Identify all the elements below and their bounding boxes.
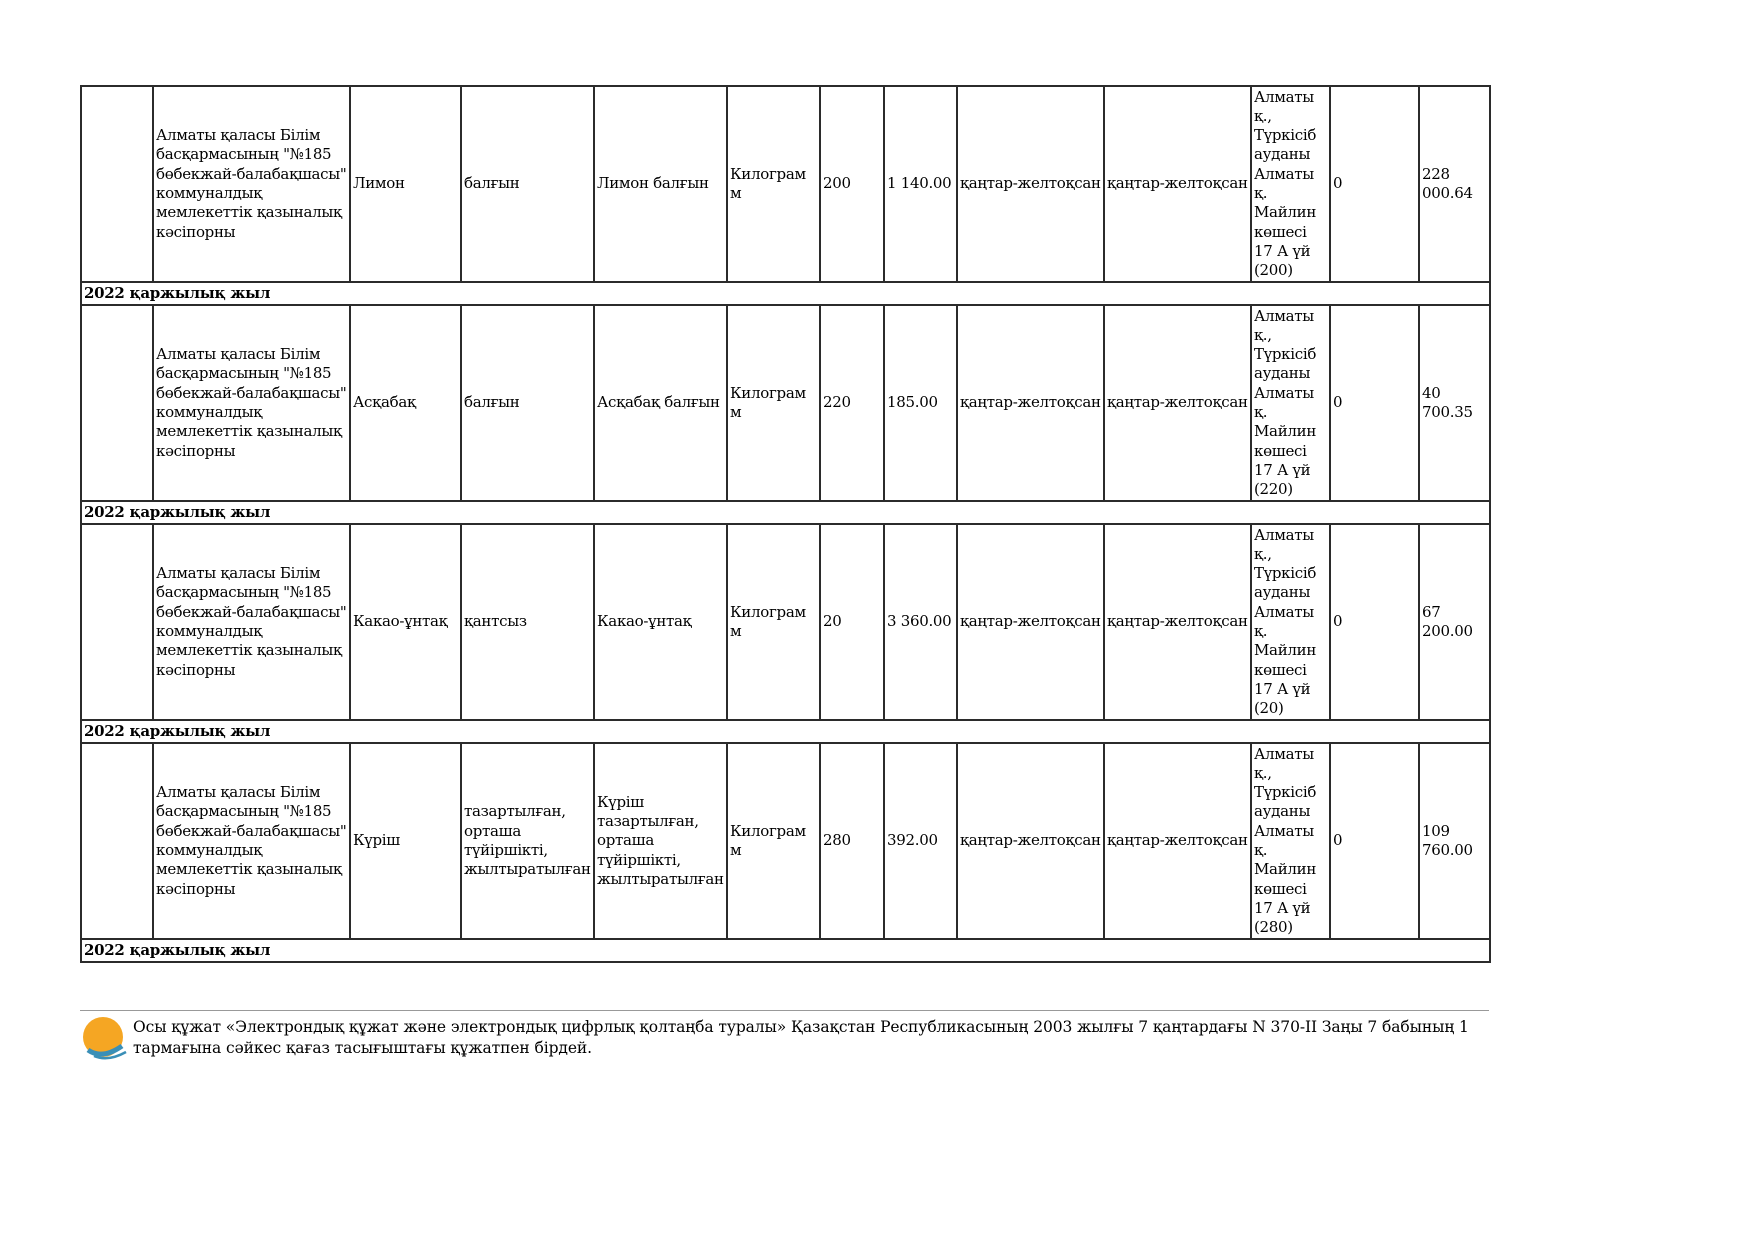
fiscal-year-row: [81, 501, 1490, 524]
fiscal-year-label: 2022 қаржылық жыл: [81, 939, 1490, 962]
table-row: [81, 86, 1490, 282]
cell-total: 228 000.64: [1419, 86, 1490, 282]
cell-period: қаңтар-желтоқсан: [957, 743, 1104, 939]
cell-delivery-period: қаңтар-желтоқсан: [1104, 305, 1251, 501]
cell-additional-characteristics: Какао-ұнтақ: [594, 524, 727, 720]
cell-characteristics: тазартылған, орташа түйіршікті, жылтыратылған: [461, 743, 594, 939]
cell-advance: 0: [1330, 743, 1419, 939]
cell-number: [81, 86, 153, 282]
cell-item-name: Асқабақ: [350, 305, 461, 501]
cell-price: 392.00: [884, 743, 957, 939]
cell-customer: Алматы қаласы Білім басқармасының "№185 бөбекжай-балабақшасы" коммуналдық мемлекеттік қазыналық кәсіпорны: [153, 305, 350, 501]
cell-period: қаңтар-желтоқсан: [957, 86, 1104, 282]
procurement-plan-table: [80, 85, 1491, 963]
cell-advance: 0: [1330, 86, 1419, 282]
cell-quantity: 280: [820, 743, 884, 939]
fiscal-year-label: 2022 қаржылық жыл: [81, 282, 1490, 305]
fiscal-year-row: [81, 282, 1490, 305]
cell-number: [81, 524, 153, 720]
table-row: [81, 305, 1490, 501]
cell-characteristics: балғын: [461, 305, 594, 501]
cell-total: 40 700.35: [1419, 305, 1490, 501]
cell-customer: Алматы қаласы Білім басқармасының "№185 бөбекжай-балабақшасы" коммуналдық мемлекеттік қазыналық кәсіпорны: [153, 743, 350, 939]
cell-price: 3 360.00: [884, 524, 957, 720]
cell-additional-characteristics: Лимон балғын: [594, 86, 727, 282]
cell-item-name: Лимон: [350, 86, 461, 282]
cell-unit: Килограмм: [727, 743, 820, 939]
cell-quantity: 20: [820, 524, 884, 720]
cell-delivery-place: Алматы қ., Түркісіб ауданы Алматы қ. Майлин көшесі 17 А үй (20): [1251, 524, 1330, 720]
cell-quantity: 200: [820, 86, 884, 282]
cell-advance: 0: [1330, 524, 1419, 720]
cell-customer: Алматы қаласы Білім басқармасының "№185 бөбекжай-балабақшасы" коммуналдық мемлекеттік қазыналық кәсіпорны: [153, 524, 350, 720]
cell-unit: Килограмм: [727, 524, 820, 720]
document-footer: [80, 1010, 1489, 1059]
fiscal-year-label: 2022 қаржылық жыл: [81, 501, 1490, 524]
footer-legal-text: Осы құжат «Электрондық құжат және электрондық цифрлық қолтаңба туралы» Қазақстан Республикасының 2003 жылғы 7 қаңтардағы N 370-II Заңы 7 бабының 1 тармағына сәйкес қағаз тасығыштағы құжатпен бірдей.: [133, 1018, 1469, 1057]
fiscal-year-row: [81, 939, 1490, 962]
cell-item-name: Күріш: [350, 743, 461, 939]
cell-total: 109 760.00: [1419, 743, 1490, 939]
egov-seal-logo-icon: [82, 1016, 128, 1062]
cell-delivery-period: қаңтар-желтоқсан: [1104, 743, 1251, 939]
fiscal-year-row: [81, 720, 1490, 743]
cell-price: 1 140.00: [884, 86, 957, 282]
cell-price: 185.00: [884, 305, 957, 501]
cell-total: 67 200.00: [1419, 524, 1490, 720]
table-row: [81, 743, 1490, 939]
table-row: [81, 524, 1490, 720]
cell-advance: 0: [1330, 305, 1419, 501]
cell-delivery-place: Алматы қ., Түркісіб ауданы Алматы қ. Майлин көшесі 17 А үй (280): [1251, 743, 1330, 939]
cell-delivery-place: Алматы қ., Түркісіб ауданы Алматы қ. Майлин көшесі 17 А үй (220): [1251, 305, 1330, 501]
cell-unit: Килограмм: [727, 86, 820, 282]
cell-item-name: Какао-ұнтақ: [350, 524, 461, 720]
cell-delivery-period: қаңтар-желтоқсан: [1104, 86, 1251, 282]
cell-quantity: 220: [820, 305, 884, 501]
cell-additional-characteristics: Асқабақ балғын: [594, 305, 727, 501]
procurement-plan-sheet: [80, 85, 1489, 963]
cell-delivery-period: қаңтар-желтоқсан: [1104, 524, 1251, 720]
cell-characteristics: қантсыз: [461, 524, 594, 720]
fiscal-year-label: 2022 қаржылық жыл: [81, 720, 1490, 743]
cell-number: [81, 305, 153, 501]
cell-characteristics: балғын: [461, 86, 594, 282]
cell-additional-characteristics: Күріш тазартылған, орташа түйіршікті, жылтыратылған: [594, 743, 727, 939]
cell-delivery-place: Алматы қ., Түркісіб ауданы Алматы қ. Майлин көшесі 17 А үй (200): [1251, 86, 1330, 282]
cell-customer: Алматы қаласы Білім басқармасының "№185 бөбекжай-балабақшасы" коммуналдық мемлекеттік қазыналық кәсіпорны: [153, 86, 350, 282]
cell-unit: Килограмм: [727, 305, 820, 501]
cell-period: қаңтар-желтоқсан: [957, 305, 1104, 501]
cell-number: [81, 743, 153, 939]
cell-period: қаңтар-желтоқсан: [957, 524, 1104, 720]
